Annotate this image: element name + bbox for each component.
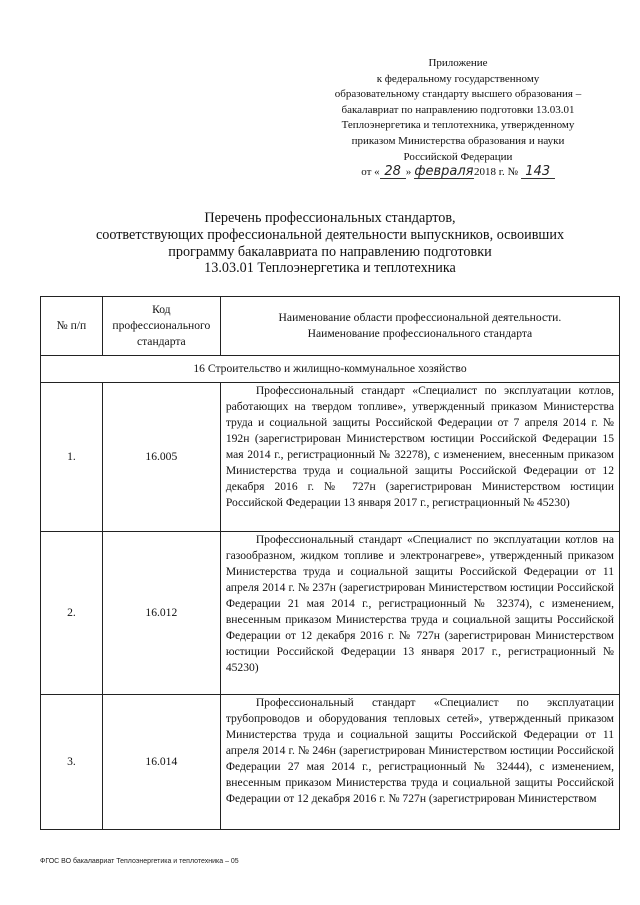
title-line: программу бакалавриата по направлению подготовки — [168, 243, 492, 260]
row-code: 16.005 — [102, 383, 220, 532]
title-line: Перечень профессиональных стандартов, — [204, 210, 456, 226]
header-code: Код профессионального стандарта — [102, 297, 220, 356]
section-title: 16 Строительство и жилищно-коммунальное хозяйство — [41, 356, 620, 383]
header-name-line: Наименование профессионального стандарта — [307, 327, 533, 340]
date-mid: » — [405, 166, 412, 179]
appendix-line: Приложение — [428, 57, 488, 69]
appendix-line: Теплоэнергетика и теплотехника, утвержденному — [341, 119, 575, 132]
order-number-handwritten: 143 — [521, 165, 555, 179]
appendix-line: Российской Федерации — [403, 150, 513, 163]
header-name-line: Наименование области профессиональной деятельности. — [278, 311, 562, 324]
row-num: 2. — [41, 532, 103, 695]
document-title — [40, 210, 620, 277]
row-num: 1. — [41, 383, 103, 532]
header-num: № п/п — [41, 297, 103, 356]
date-month-handwritten: февраля — [414, 164, 474, 180]
row-standard-text: Профессиональный стандарт «Специалист по эксплуатации трубопроводов и оборудования тепловых сетей», утвержденный приказом Министерства труда и социальной защиты Российской Федерации от 11 апреля 2014 г. № 246н (зарегистрирован Министерством юстиции Российской Федерации 27 мая 2014 г., регистрационный № 32444), с изменением, внесенным приказом Министерства труда и социальной защиты Российской Федерации от 12 декабря 2016 г. № 727н (зарегистрирован Министерством — [220, 695, 619, 830]
row-num: 3. — [41, 695, 103, 830]
row-code: 16.014 — [102, 695, 220, 830]
header-name — [220, 297, 619, 356]
title-line: соответствующих профессиональной деятельности выпускников, освоивших — [95, 226, 565, 243]
table-row — [41, 532, 620, 695]
standards-table — [40, 296, 620, 830]
table-row — [41, 695, 620, 830]
appendix-line: к федеральному государственному — [376, 72, 540, 85]
date-day-handwritten: 28 — [380, 165, 406, 179]
page-footer: ФГОС ВО бакалавриат Теплоэнергетика и теплотехника – 05 — [40, 858, 239, 865]
table-row — [41, 383, 620, 532]
title-line: 13.03.01 Теплоэнергетика и теплотехника — [204, 260, 456, 277]
appendix-block — [298, 56, 618, 181]
date-prefix: от « — [361, 166, 380, 179]
appendix-line: бакалавриат по направлению подготовки 13.03.01 — [341, 103, 575, 116]
appendix-line: приказом Министерства образования и науки — [351, 134, 565, 147]
appendix-date-line — [298, 165, 618, 181]
row-standard-text: Профессиональный стандарт «Специалист по эксплуатации котлов, работающих на твердом топливе», утвержденный приказом Министерства труда и социальной защиты Российской Федерации от 7 апреля 2014 г. № 192н (зарегистрирован Министерством юстиции Российской Федерации 15 мая 2014 г., регистрационный № 32278), с изменением, внесенным приказом Министерства труда и социальной защиты Российской Федерации от 12 декабря 2016 г. № 727н (зарегистрирован Министерством юстиции Российской Федерации 13 января 2017 г., регистрационный № 45230) — [220, 383, 619, 532]
date-year: 2018 г. № — [473, 166, 518, 179]
row-code: 16.012 — [102, 532, 220, 695]
section-row — [41, 356, 620, 383]
appendix-line: образовательному стандарту высшего образования – — [334, 88, 582, 101]
row-standard-text: Профессиональный стандарт «Специалист по эксплуатации котлов на газообразном, жидком топливе и электронагреве», утвержденный приказом Министерства труда и социальной защиты Российской Федерации от 11 апреля 2014 г. № 237н (зарегистрирован Министерством юстиции Российской Федерации 21 мая 2014 г., регистрационный № 32374), с изменением, внесенным приказом Министерства труда и социальной защиты Российской Федерации от 12 декабря 2016 г. № 727н (зарегистрирован Министерством юстиции Российской Федерации 13 января 2017 г., регистрационный № 45230) — [220, 532, 619, 695]
table-header-row — [41, 297, 620, 356]
